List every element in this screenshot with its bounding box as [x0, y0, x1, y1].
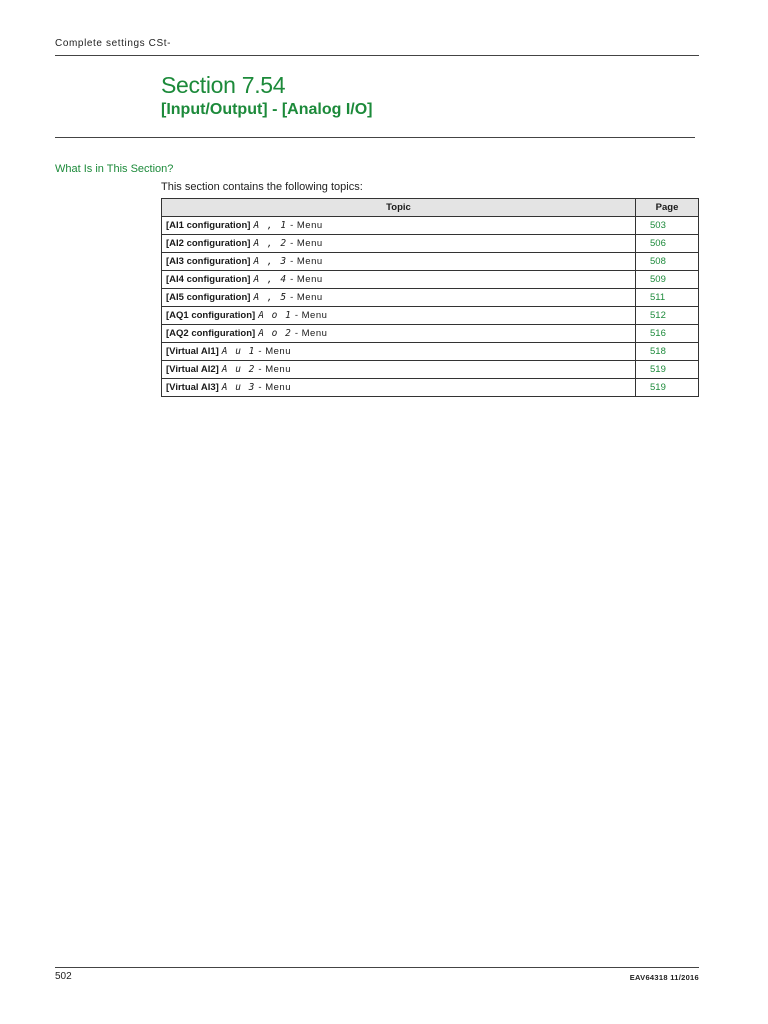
table-row[interactable]: [162, 379, 699, 397]
page-link[interactable]: 516: [636, 325, 699, 343]
topic-title: [AQ1 configuration]: [166, 310, 256, 321]
topic-cell: [162, 253, 636, 271]
topic-cell: [162, 289, 636, 307]
table-row[interactable]: [162, 307, 699, 325]
topic-cell: [162, 379, 636, 397]
header-rule: [55, 55, 699, 56]
topic-cell: [162, 343, 636, 361]
topic-title: [AI1 configuration]: [166, 220, 251, 231]
menu-suffix: - Menu: [290, 274, 323, 285]
menu-suffix: - Menu: [258, 346, 291, 357]
table-row[interactable]: [162, 217, 699, 235]
topics-table: [161, 198, 699, 397]
page-link[interactable]: 511: [636, 289, 699, 307]
topic-cell: [162, 235, 636, 253]
table-row[interactable]: [162, 361, 699, 379]
table-header-row: [162, 199, 699, 217]
table-row[interactable]: [162, 235, 699, 253]
page-number: 502: [55, 971, 72, 982]
topic-column-header: Topic: [162, 199, 636, 217]
page-link[interactable]: 519: [636, 379, 699, 397]
page-link[interactable]: 506: [636, 235, 699, 253]
page-link[interactable]: 509: [636, 271, 699, 289]
page-link[interactable]: 519: [636, 361, 699, 379]
menu-suffix: - Menu: [294, 310, 328, 321]
menu-code: A , 4: [253, 274, 288, 285]
table-row[interactable]: [162, 325, 699, 343]
topic-cell: [162, 325, 636, 343]
table-row[interactable]: [162, 253, 699, 271]
menu-suffix: - Menu: [258, 364, 291, 375]
menu-suffix: - Menu: [290, 220, 323, 231]
topic-cell: [162, 307, 636, 325]
menu-code: A o 1: [258, 310, 292, 321]
what-is-in-heading: What Is in This Section?: [55, 163, 174, 175]
topic-title: [AQ2 configuration]: [166, 328, 256, 339]
intro-text: This section contains the following topics:: [161, 181, 363, 193]
page-link[interactable]: 512: [636, 307, 699, 325]
menu-suffix: - Menu: [290, 256, 323, 267]
topic-cell: [162, 271, 636, 289]
table-row[interactable]: [162, 289, 699, 307]
menu-suffix: - Menu: [294, 328, 328, 339]
menu-code: A , 1: [253, 220, 288, 231]
section-title: [Input/Output] - [Analog I/O]: [161, 101, 373, 118]
page-link[interactable]: 503: [636, 217, 699, 235]
menu-suffix: - Menu: [258, 382, 291, 393]
running-header: Complete settings CSt-: [55, 38, 172, 49]
topic-title: [AI3 configuration]: [166, 256, 251, 267]
menu-code: A , 2: [253, 238, 288, 249]
document-reference: EAV64318 11/2016: [629, 973, 699, 982]
menu-code: A , 3: [253, 256, 288, 267]
topic-cell: [162, 217, 636, 235]
menu-code: A u 2: [221, 364, 256, 375]
topic-title: [Virtual AI1]: [166, 346, 219, 357]
section-divider: [55, 137, 695, 138]
topic-title: [AI2 configuration]: [166, 238, 251, 249]
menu-code: A , 5: [253, 292, 288, 303]
menu-suffix: - Menu: [290, 238, 323, 249]
topic-cell: [162, 361, 636, 379]
page-column-header: Page: [636, 199, 699, 217]
table-row[interactable]: [162, 343, 699, 361]
topic-title: [Virtual AI2]: [166, 364, 219, 375]
menu-code: A u 3: [221, 382, 256, 393]
page-link[interactable]: 518: [636, 343, 699, 361]
topic-title: [AI5 configuration]: [166, 292, 251, 303]
topic-title: [Virtual AI3]: [166, 382, 219, 393]
footer-rule: [55, 967, 699, 968]
section-number: Section 7.54: [161, 72, 286, 98]
topic-title: [AI4 configuration]: [166, 274, 251, 285]
menu-code: A o 2: [258, 328, 292, 339]
menu-code: A u 1: [221, 346, 256, 357]
table-row[interactable]: [162, 271, 699, 289]
menu-suffix: - Menu: [290, 292, 323, 303]
page-link[interactable]: 508: [636, 253, 699, 271]
